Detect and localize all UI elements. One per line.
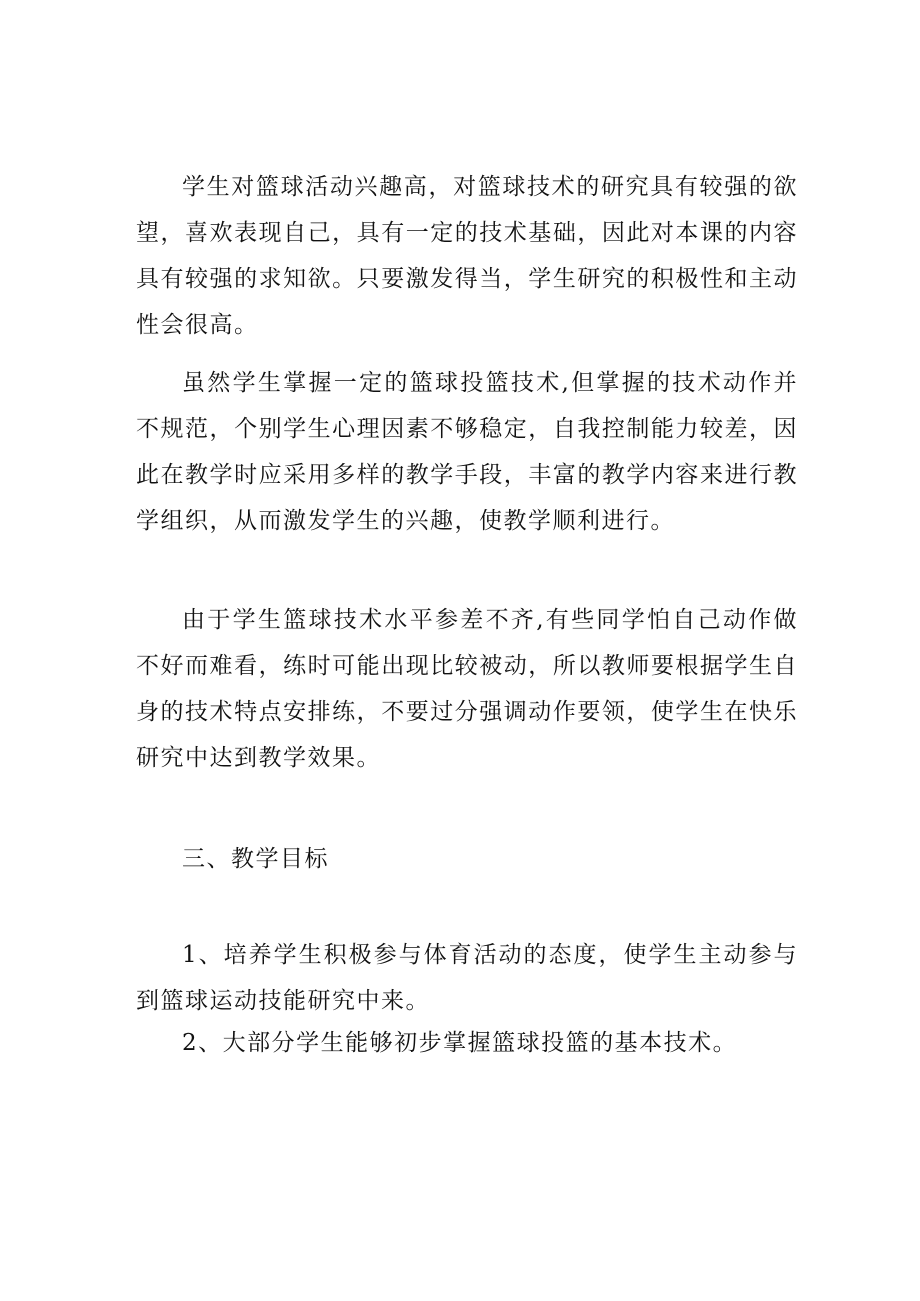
paragraph-skill-levels: 由于学生篮球技术水平参差不齐,有些同学怕自己动作做不好而难看，练时可能出现比较被动，所以教师要根据学生自身的技术特点安排练，不要过分强调动作要领，使学生在快乐研究中达到教学效果。 xyxy=(136,607,798,771)
section-heading-teaching-objectives: 三、教学目标 xyxy=(182,846,329,872)
objective-item-1: 1、培养学生积极参与体育活动的态度，使学生主动参与到篮球运动技能研究中来。 xyxy=(136,942,798,1014)
paragraph-student-interest: 学生对篮球活动兴趣高，对篮球技术的研究具有较强的欲望，喜欢表现自己，具有一定的技术基础，因此对本课的内容具有较强的求知欲。只要激发得当，学生研究的积极性和主动性会很高。 xyxy=(136,174,798,338)
objective-item-2: 2、大部分学生能够初步掌握篮球投篮的基本技术。 xyxy=(182,1030,738,1056)
paragraph-technique-issues: 虽然学生掌握一定的篮球投篮技术,但掌握的技术动作并不规范，个别学生心理因素不够稳定，自我控制能力较差，因此在教学时应采用多样的教学手段，丰富的教学内容来进行教学组织，从而激发学生的兴趣，使教学顺利进行。 xyxy=(136,370,798,534)
